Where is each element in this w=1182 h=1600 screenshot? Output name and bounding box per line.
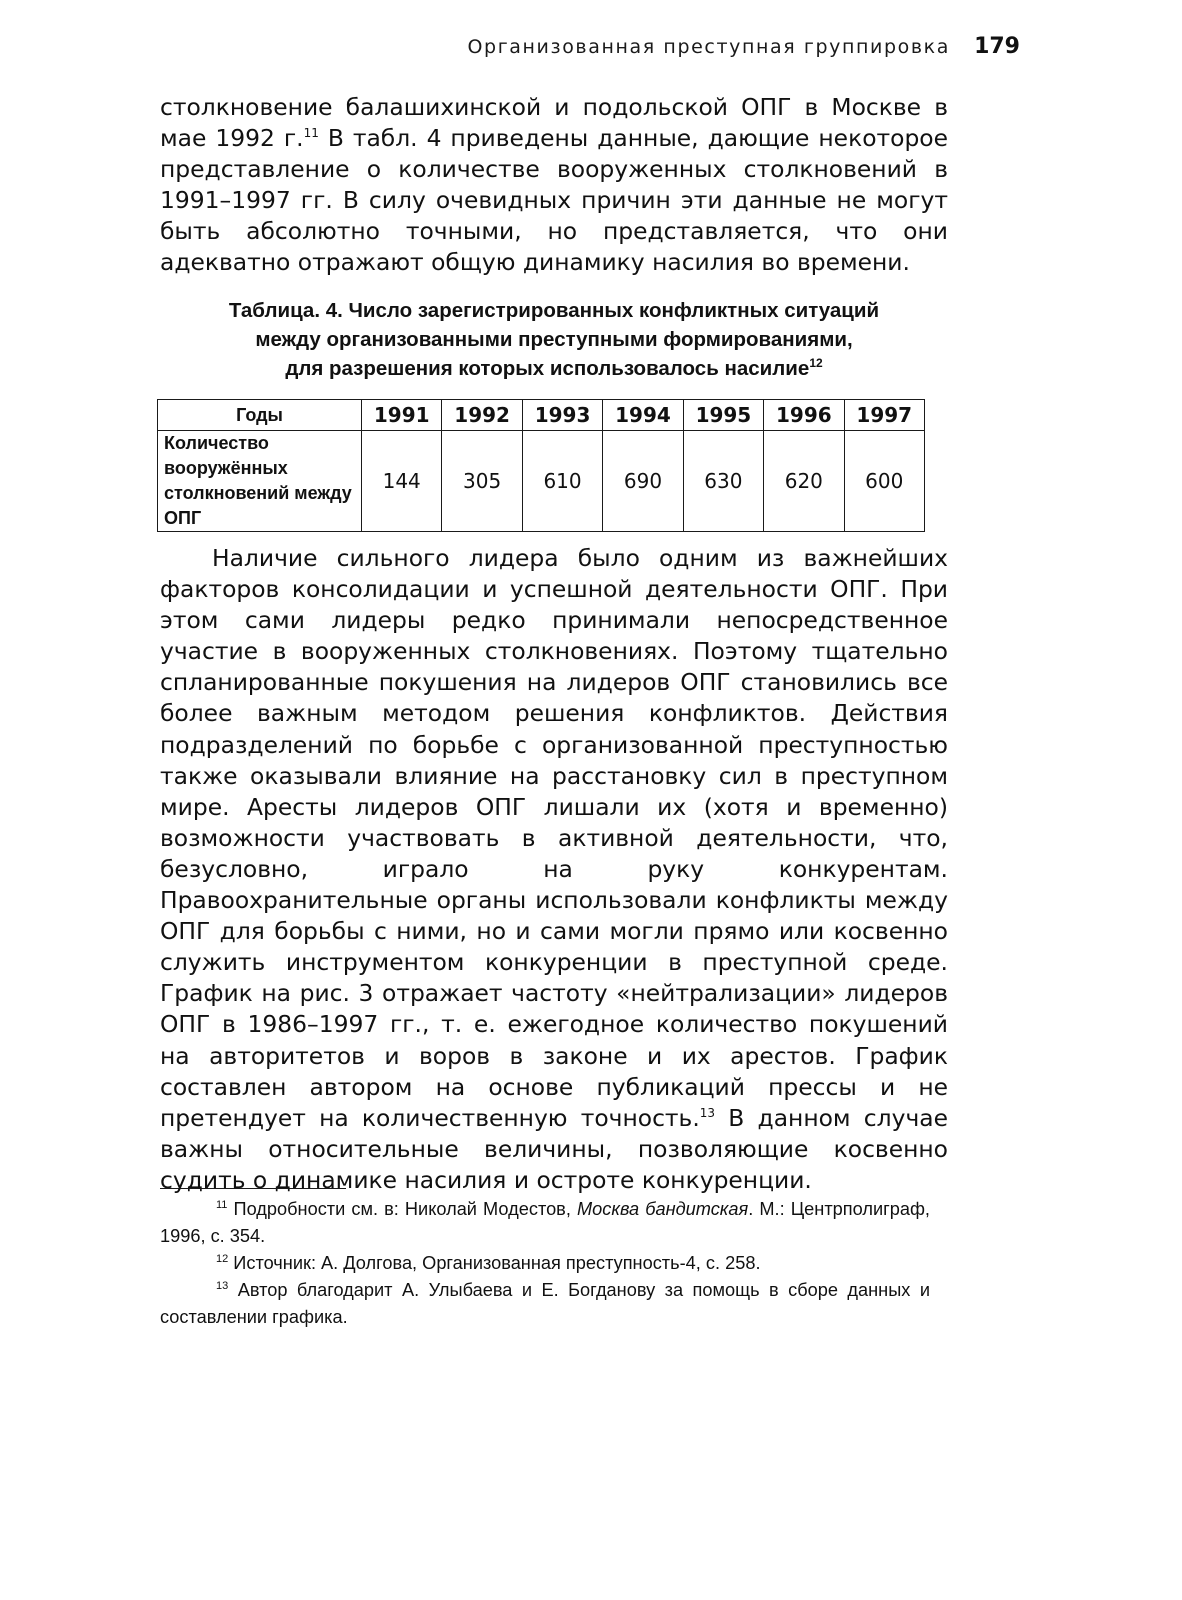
- table-header-row: [158, 400, 925, 431]
- value-cell: 144: [362, 431, 442, 532]
- paragraph-1-text-a: столкновение балашихинской и подольской ОПГ в Москве в мае 1992 г.: [160, 93, 948, 153]
- value-cell: 610: [522, 431, 602, 532]
- footnote-number: 13: [216, 1279, 229, 1292]
- year-cell: 1994: [603, 400, 683, 431]
- footnotes: [160, 1196, 930, 1331]
- paragraph-2-text-b: В данном случае важны относительные величины, позволяющие косвенно судить о динамике насилия и остроте конкуренции.: [160, 1103, 948, 1194]
- footnote-text: Автор благодарит А. Улыбаева и Е. Богданову за помощь в сборе данных и составлении графика.: [160, 1280, 930, 1327]
- table-caption-line-3-text: для разрешения которых использовалось насилие: [285, 357, 810, 380]
- footnote-ref-12: 12: [809, 356, 823, 371]
- conflicts-table: [157, 399, 925, 532]
- year-cell: 1997: [844, 400, 924, 431]
- paragraph-1-text-b: В табл. 4 приведены данные, дающие некоторое представление о количестве вооруженных столкновений в 1991–1997 гг. В силу очевидных причин эти данные не могут быть абсолютно точными, но представляется, что они адекватно отражают общую динамику насилия во времени.: [160, 124, 948, 277]
- year-cell: 1996: [764, 400, 844, 431]
- value-cell: 600: [844, 431, 924, 532]
- paragraph-2-text-a: Наличие сильного лидера было одним из важнейших факторов консолидации и успешной деятельности ОПГ. При этом сами лидеры редко принимали непосредственное участие в вооруженных столкновениях. Поэтому тщательно спланированные покушения на лидеров ОПГ становились все более важным методом решения конфликтов. Действия подразделений по борьбе с организованной преступностью также оказывали влияние на расстановку сил в преступном мире. Аресты лидеров ОПГ лишали их (хотя и временно) возможности участвовать в активной деятельности, что, безусловно, играло на руку конкурентам. Правоохранительные органы использовали конфликты между ОПГ для борьбы с ними, но и сами могли прямо или косвенно служить инструментом конкуренции в преступной среде. График на рис. 3 отражает частоту «нейтрализации» лидеров ОПГ в 1986–1997 гг., т. е. ежегодное количество покушений на авторитетов и воров в законе и их арестов. График составлен автором на основе публикаций прессы и не претендует на количественную точность.: [160, 544, 948, 1132]
- table-data-row: [158, 431, 925, 532]
- footnote-book-title: Москва бандитская: [577, 1199, 749, 1219]
- year-cell: 1991: [362, 400, 442, 431]
- value-cell: 630: [683, 431, 763, 532]
- table-caption-line-2: между организованными преступными формированиями,: [255, 328, 853, 351]
- row-label-cell: Количество вооружённых столкновений между ОПГ: [158, 431, 362, 532]
- footnote-ref-13: 13: [699, 1105, 716, 1120]
- table-caption-line-3: [160, 354, 948, 383]
- paragraph-2: [160, 543, 948, 1196]
- footnote-divider: [160, 1188, 346, 1189]
- footnote-ref-11: 11: [303, 126, 319, 141]
- footnote-number: 12: [216, 1252, 229, 1265]
- footnote-text: . М.: Центрполиграф, 1996, с. 354.: [160, 1199, 930, 1246]
- footnote-11: [160, 1196, 930, 1250]
- years-header-cell: Годы: [158, 400, 362, 431]
- paragraph-1: [160, 92, 948, 279]
- page-number: 179: [974, 34, 1020, 59]
- value-cell: 305: [442, 431, 522, 532]
- value-cell: 620: [764, 431, 844, 532]
- table-caption: [160, 296, 948, 383]
- footnote-number: 11: [216, 1198, 228, 1211]
- running-head: [160, 34, 1020, 64]
- footnote-text: Подробности см. в: Николай Модестов,: [227, 1199, 577, 1219]
- year-cell: 1995: [683, 400, 763, 431]
- footnote-12: [160, 1250, 930, 1277]
- running-title: Организованная преступная группировка: [467, 36, 950, 58]
- table-caption-line-1: Таблица. 4. Число зарегистрированных конфликтных ситуаций: [228, 299, 880, 322]
- footnote-text: Источник: А. Долгова, Организованная преступность-4, с. 258.: [228, 1253, 761, 1273]
- year-cell: 1992: [442, 400, 522, 431]
- year-cell: 1993: [522, 400, 602, 431]
- value-cell: 690: [603, 431, 683, 532]
- footnote-13: [160, 1277, 930, 1331]
